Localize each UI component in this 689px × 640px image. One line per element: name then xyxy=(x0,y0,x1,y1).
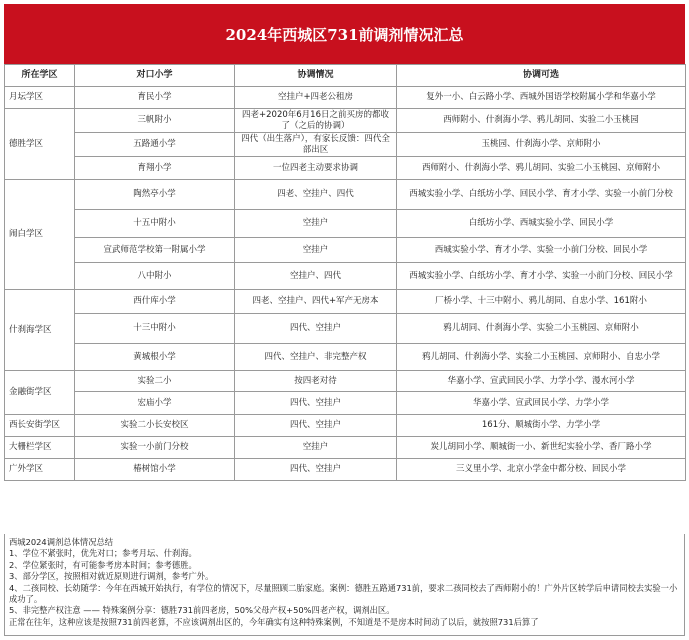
options-cell: 白纸坊小学、西城实验小学、回民小学 xyxy=(397,210,686,238)
options-cell: 复外一小、白云路小学、西城外国语学校附属小学和华嘉小学 xyxy=(397,87,686,109)
situation-cell: 空挂户 xyxy=(235,437,397,459)
options-cell: 西师附小、什刹海小学、鸦儿胡同、实验二小玉桃园 xyxy=(397,109,686,133)
table-row xyxy=(5,344,686,371)
situation-cell: 四老、空挂户、四代+军产无房本 xyxy=(235,290,397,314)
school-cell: 西什库小学 xyxy=(75,290,235,314)
table-row xyxy=(5,290,686,314)
situation-cell: 空挂户 xyxy=(235,238,397,263)
header-district: 所在学区 xyxy=(5,65,75,87)
options-cell: 鸦儿胡同、什刹海小学、实验二小玉桃园、京师附小、自忠小学 xyxy=(397,344,686,371)
school-cell: 三帆附小 xyxy=(75,109,235,133)
district-cell: 大栅栏学区 xyxy=(5,437,75,459)
situation-cell: 按四老对待 xyxy=(235,371,397,392)
allocation-table xyxy=(4,64,686,481)
school-cell: 陶然亭小学 xyxy=(75,180,235,210)
district-cell: 月坛学区 xyxy=(5,87,75,109)
summary-point: 2、学位紧张时，有可能参考房本时间；参考德胜。 xyxy=(9,559,197,570)
table-row xyxy=(5,210,686,238)
options-cell: 西城实验小学、白纸坊小学、育才小学、实验一小前门分校、回民小学 xyxy=(397,263,686,290)
table-row xyxy=(5,314,686,344)
school-cell: 实验二小长安校区 xyxy=(75,415,235,437)
situation-cell: 空挂户+四老公租房 xyxy=(235,87,397,109)
page-title: 2024年西城区731前调剂情况汇总 xyxy=(4,4,685,64)
district-cell: 西长安街学区 xyxy=(5,415,75,437)
summary-box xyxy=(4,534,685,636)
summary-point: 3、部分学区，按照相对就近原则进行调剂，参考广外。 xyxy=(9,571,214,582)
district-cell: 闹白学区 xyxy=(5,180,75,290)
school-cell: 育翔小学 xyxy=(75,157,235,180)
table-row xyxy=(5,263,686,290)
summary-point: 1、学位不紧张时，优先对口；参考月坛、什刹海。 xyxy=(9,548,197,559)
options-cell: 炭儿胡同小学、顺城街一小、新世纪实验小学、香厂路小学 xyxy=(397,437,686,459)
options-cell: 161分、顺城街小学、力学小学 xyxy=(397,415,686,437)
school-cell: 十三中附小 xyxy=(75,314,235,344)
school-cell: 十五中附小 xyxy=(75,210,235,238)
school-cell: 椿树馆小学 xyxy=(75,459,235,481)
situation-cell: 四代、空挂户 xyxy=(235,392,397,415)
school-cell: 育民小学 xyxy=(75,87,235,109)
options-cell: 华嘉小学、宣武回民小学、力学小学、漫水河小学 xyxy=(397,371,686,392)
table-row xyxy=(5,437,686,459)
school-cell: 八中附小 xyxy=(75,263,235,290)
options-cell: 玉桃园、什刹海小学、京师附小 xyxy=(397,133,686,157)
district-cell: 金融街学区 xyxy=(5,371,75,415)
district-cell: 什刹海学区 xyxy=(5,290,75,371)
situation-cell: 四老+2020年6月16日之前买房的都收了（之后的协调） xyxy=(235,109,397,133)
district-cell: 德胜学区 xyxy=(5,109,75,180)
table-row xyxy=(5,459,686,481)
table-row xyxy=(5,371,686,392)
situation-cell: 四代、空挂户 xyxy=(235,459,397,481)
school-cell: 宣武师范学校第一附属小学 xyxy=(75,238,235,263)
situation-cell: 四代、空挂户 xyxy=(235,314,397,344)
table-header-row xyxy=(5,65,686,87)
options-cell: 西城实验小学、育才小学、实验一小前门分校、回民小学 xyxy=(397,238,686,263)
options-cell: 鸦儿胡同、什刹海小学、实验二小玉桃园、京师附小 xyxy=(397,314,686,344)
summary-point: 5、非完整产权注意 —— 特殊案例分享：德胜731前四老房，50%父母产权+50%四老产权，调剂出区。 xyxy=(9,605,395,616)
header-options: 协调可选 xyxy=(397,65,686,87)
table-body xyxy=(5,87,686,481)
situation-cell: 四代（出生落户），有家长反馈：四代全部出区 xyxy=(235,133,397,157)
options-cell: 西师附小、什刹海小学、鸦儿胡同、实验二小玉桃园、京师附小 xyxy=(397,157,686,180)
table-row xyxy=(5,109,686,133)
header-situation: 协调情况 xyxy=(235,65,397,87)
table-row xyxy=(5,180,686,210)
options-cell: 厂桥小学、十三中附小、鸦儿胡同、自忠小学、161附小 xyxy=(397,290,686,314)
summary-sheet xyxy=(4,4,685,636)
situation-cell: 四代、空挂户、非完整产权 xyxy=(235,344,397,371)
table-row xyxy=(5,415,686,437)
district-cell: 广外学区 xyxy=(5,459,75,481)
school-cell: 实验一小前门分校 xyxy=(75,437,235,459)
summary-point: 4、二孩同校、长幼随学：今年在西城开始执行，有学位的情况下，尽量照顾二胎家庭。案例：德胜五路通731前，要求二孩同校去了西师附小的！广外片区转学后申请同校去实验一小成功了。 xyxy=(9,582,678,605)
situation-cell: 四老、空挂户、四代 xyxy=(235,180,397,210)
table-row xyxy=(5,392,686,415)
school-cell: 五路通小学 xyxy=(75,133,235,157)
summary-footer: 正常在往年，这种应该是按照731前四老算，不应该调剂出区的，今年确实有这种特殊案例，不知道是不是房本时间动了以后，就按照731后算了 xyxy=(9,616,539,627)
header-school: 对口小学 xyxy=(75,65,235,87)
situation-cell: 一位四老主动要求协调 xyxy=(235,157,397,180)
school-cell: 黄城根小学 xyxy=(75,344,235,371)
table-row xyxy=(5,238,686,263)
situation-cell: 空挂户、四代 xyxy=(235,263,397,290)
school-cell: 宏庙小学 xyxy=(75,392,235,415)
situation-cell: 四代、空挂户 xyxy=(235,415,397,437)
table-row xyxy=(5,133,686,157)
options-cell: 西城实验小学、白纸坊小学、回民小学、育才小学、实验一小前门分校 xyxy=(397,180,686,210)
options-cell: 华嘉小学、宣武回民小学、力学小学 xyxy=(397,392,686,415)
situation-cell: 空挂户 xyxy=(235,210,397,238)
table-row xyxy=(5,157,686,180)
table-row xyxy=(5,87,686,109)
options-cell: 三义里小学、北京小学金中都分校、回民小学 xyxy=(397,459,686,481)
school-cell: 实验二小 xyxy=(75,371,235,392)
summary-title: 西城2024调剂总体情况总结 xyxy=(9,537,114,547)
